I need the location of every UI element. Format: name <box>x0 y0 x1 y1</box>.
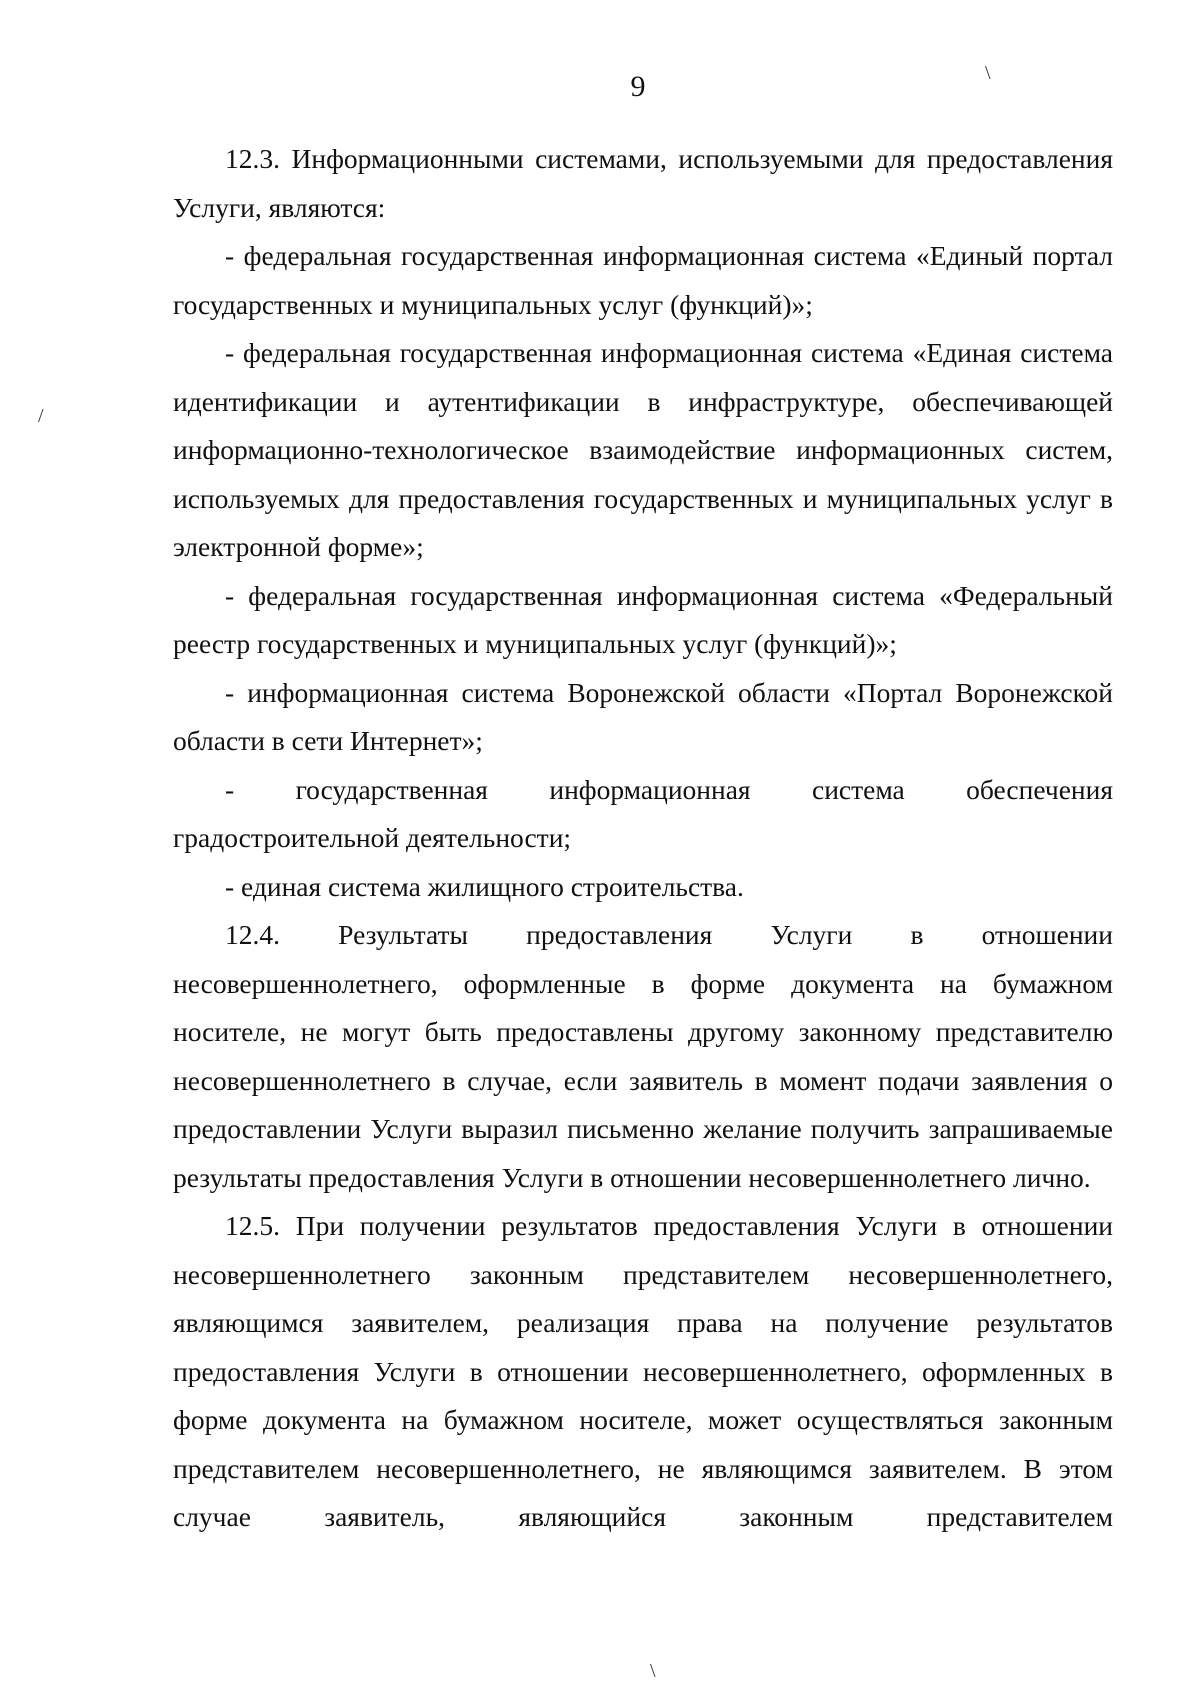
list-item-frgu: - федеральная государственная информационная система «Федеральный реестр государственных и муниципальных услуг (функций)»; <box>173 579 1113 659</box>
paragraph-12-5: 12.5. При получении результатов предоставления Услуги в отношении несовершеннолетнего законным представителем несовершеннолетнего, являющимся заявителем, реализация права на получение результатов предоставления Услуги в отношении несовершеннолетнего, оформленных в форме документа на бумажном носителе, может осуществляться законным представителем несовершеннолетнего, не являющимся заявителем. В этом случае заявитель, являющийся законным представителем <box>173 1210 1113 1532</box>
scan-artifact-mark: \ <box>985 62 991 84</box>
list-item-isogd: - государственная информационная система обеспечения градостроительной деятельности; <box>173 773 1113 853</box>
page-number: 9 <box>630 70 646 103</box>
paragraph-12-4: 12.4. Результаты предоставления Услуги в отношении несовершеннолетнего, оформленные в форме документа на бумажном носителе, не могут быть предоставлены другому законному представителю несовершеннолетнего в случае, если заявитель в момент подачи заявления о предоставлении Услуги выразил письменно желание получить запрашиваемые результаты предоставления Услуги в отношении несовершеннолетнего лично. <box>173 919 1113 1193</box>
list-item-epgu: - федеральная государственная информационная система «Единый портал государственных и муниципальных услуг (функций)»; <box>173 240 1113 320</box>
document-body <box>173 135 1113 1542</box>
list-item-housing-system: - единая система жилищного строительства. <box>225 870 744 902</box>
list-item-voronezh-portal: - информационная система Воронежской области «Портал Воронежской области в сети Интернет»; <box>173 676 1113 756</box>
list-item-esia: - федеральная государственная информационная система «Единая система идентификации и аутентификации в инфраструктуре, обеспечивающей информационно-технологическое взаимодействие информационных систем, используемых для предоставления государственных и муниципальных услуг в электронной форме»; <box>173 337 1113 562</box>
scan-artifact-mark: \ <box>650 1660 656 1682</box>
scan-artifact-mark: / <box>38 405 44 427</box>
paragraph-12-3: 12.3. Информационными системами, используемыми для предоставления Услуги, являются: <box>173 143 1113 223</box>
